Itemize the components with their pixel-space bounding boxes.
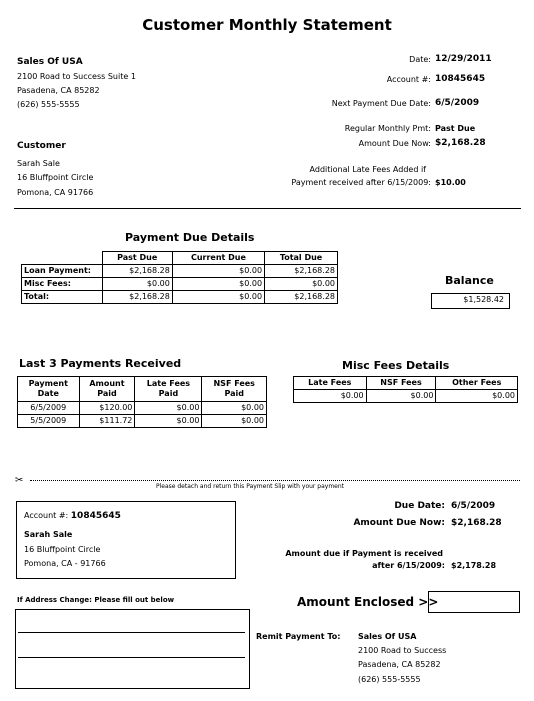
col-nsf-fees: NSF Fees (213, 379, 255, 388)
table-row (22, 265, 338, 278)
cell: $2,168.28 (265, 291, 338, 304)
col-paid: Paid (97, 389, 117, 398)
company-address2: Pasadena, CA 85282 (17, 86, 100, 95)
slip-if-received-2: after 6/15/2009: (372, 561, 445, 570)
remit-label: Remit Payment To: (256, 632, 341, 641)
next-due-label: Next Payment Due Date: (331, 99, 431, 108)
col-paid: Paid (224, 389, 244, 398)
customer-name: Sarah Sale (17, 159, 60, 168)
amount-due-value: $2,168.28 (435, 138, 486, 148)
slip-if-received-1: Amount due if Payment is received (285, 549, 443, 558)
date-value: 12/29/2011 (435, 54, 492, 64)
company-name: Sales Of USA (17, 57, 83, 67)
blank-cell (22, 252, 103, 265)
slip-account (24, 511, 121, 521)
cell: $0.00 (135, 402, 202, 415)
col-current-due: Current Due (172, 252, 264, 265)
cell: $0.00 (135, 415, 202, 428)
company-address1: 2100 Road to Success Suite 1 (17, 72, 136, 81)
amount-enclosed-field[interactable] (428, 591, 520, 613)
cell: $0.00 (294, 390, 367, 403)
address-change-box[interactable] (15, 609, 250, 689)
col-paid: Paid (158, 389, 179, 398)
detach-text: Please detach and return this Payment Slip with your payment (156, 483, 345, 490)
cell: $2,168.28 (265, 265, 338, 278)
cell: $0.00 (102, 278, 172, 291)
slip-amount-due-label: Amount Due Now: (353, 518, 445, 528)
cell: $0.00 (265, 278, 338, 291)
amount-enclosed-label: Amount Enclosed >> (297, 595, 439, 609)
detach-line (30, 480, 520, 481)
slip-account-label: Account #: (24, 511, 69, 520)
row-label: Misc Fees: (22, 278, 103, 291)
row-label: Loan Payment: (22, 265, 103, 278)
payment-due-table (21, 251, 338, 304)
payment-due-heading: Payment Due Details (125, 231, 255, 244)
scissors-icon: ✂ (15, 475, 24, 486)
regular-pmt-value: Past Due (435, 124, 476, 133)
account-value: 10845645 (435, 74, 486, 84)
slip-account-value: 10845645 (70, 511, 121, 521)
cell: $0.00 (172, 291, 264, 304)
remit-phone: (626) 555-5555 (358, 675, 421, 684)
address-change-label: If Address Change: Please fill out below (17, 596, 175, 604)
slip-if-received-value: $2,178.28 (451, 561, 497, 570)
table-row (22, 278, 338, 291)
cell: $0.00 (436, 390, 518, 403)
customer-address1: 16 Bluffpoint Circle (17, 173, 94, 182)
cell: $111.72 (79, 415, 135, 428)
date-label: Date: (409, 55, 431, 64)
amount-due-label: Amount Due Now: (358, 139, 431, 148)
page-title: Customer Monthly Statement (142, 16, 392, 34)
late-fees-label-1: Additional Late Fees Added if (309, 165, 426, 174)
remit-address1: 2100 Road to Success (358, 646, 447, 655)
table-row (294, 390, 518, 403)
account-label: Account #: (386, 75, 431, 84)
last-payments-table (17, 376, 267, 428)
col-date: Date (37, 389, 59, 398)
table-row (18, 415, 267, 428)
slip-amount-due-value: $2,168.28 (451, 518, 502, 528)
cell: $0.00 (172, 278, 264, 291)
slip-name: Sarah Sale (24, 530, 73, 539)
row-label: Total: (22, 291, 103, 304)
slip-due-date-value: 6/5/2009 (451, 501, 496, 511)
misc-fees-heading: Misc Fees Details (342, 359, 450, 372)
table-row (22, 291, 338, 304)
col-past-due: Past Due (102, 252, 172, 265)
col-late-fees: Late Fees (294, 377, 367, 390)
balance-heading: Balance (445, 274, 494, 287)
col-nsf-fees: NSF Fees (366, 377, 436, 390)
cell: 5/5/2009 (18, 415, 80, 428)
col-amount: Amount (89, 379, 125, 388)
slip-address1: 16 Bluffpoint Circle (24, 545, 101, 554)
cell: $2,168.28 (102, 265, 172, 278)
col-other-fees: Other Fees (436, 377, 518, 390)
next-due-value: 6/5/2009 (435, 98, 480, 108)
late-fees-label-2: Payment received after 6/15/2009: (291, 178, 431, 187)
cell: $0.00 (172, 265, 264, 278)
remit-name: Sales Of USA (358, 632, 417, 641)
late-fees-value: $10.00 (435, 178, 466, 187)
regular-pmt-label: Regular Monthly Pmt: (344, 124, 431, 133)
remit-address2: Pasadena, CA 85282 (358, 660, 441, 669)
address-line-2[interactable] (18, 657, 245, 658)
cell: 6/5/2009 (18, 402, 80, 415)
address-line-1[interactable] (18, 632, 245, 633)
balance-value: $1,528.42 (463, 295, 504, 304)
customer-heading: Customer (17, 141, 66, 151)
cell: $0.00 (202, 415, 267, 428)
slip-address2: Pomona, CA - 91766 (24, 559, 106, 568)
cell: $0.00 (202, 402, 267, 415)
last-payments-heading: Last 3 Payments Received (19, 357, 182, 370)
table-row (18, 402, 267, 415)
slip-due-date-label: Due Date: (394, 501, 445, 511)
cell: $2,168.28 (102, 291, 172, 304)
col-late-fees: Late Fees (146, 379, 191, 388)
customer-address2: Pomona, CA 91766 (17, 188, 94, 197)
divider (14, 208, 521, 209)
col-payment: Payment (28, 379, 68, 388)
company-phone: (626) 555-5555 (17, 100, 80, 109)
cell: $0.00 (366, 390, 436, 403)
cell: $120.00 (79, 402, 135, 415)
misc-fees-table (293, 376, 518, 403)
col-total-due: Total Due (265, 252, 338, 265)
